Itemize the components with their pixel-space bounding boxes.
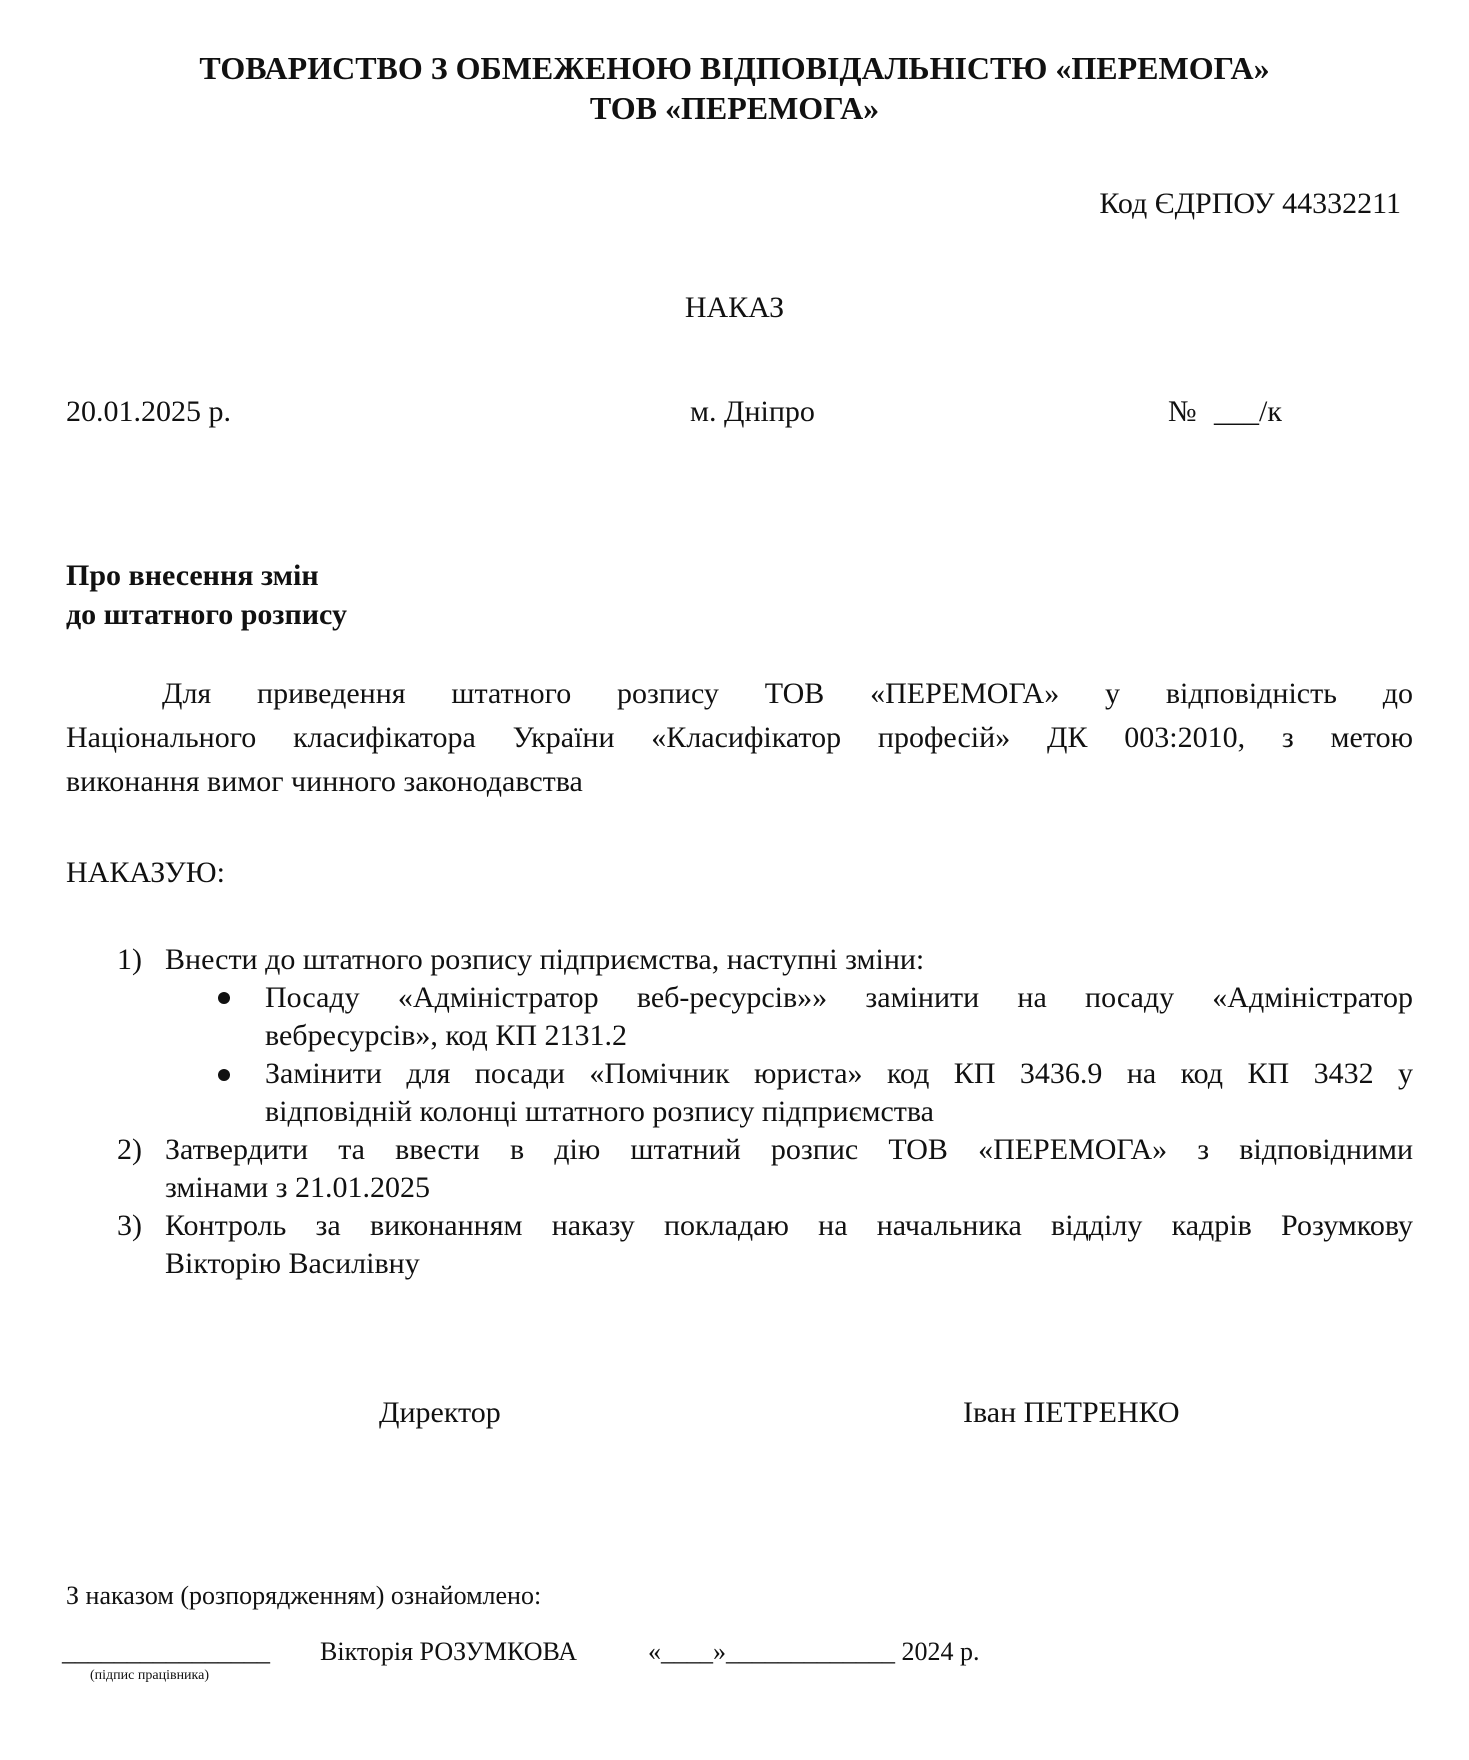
document-title: НАКАЗ xyxy=(684,291,785,324)
employee-name: Вікторія РОЗУМКОВА xyxy=(320,1637,577,1666)
bullet-2-line-1: Замінити для посади «Помічник юриста» код КП 3436.9 на код КП 3432 у xyxy=(265,1057,1413,1090)
preamble-line-2: Національного класифікатора України «Класифікатор професій» ДК 003:2010, з метою xyxy=(66,721,1413,754)
subject-line-1: Про внесення змін xyxy=(66,559,319,592)
preamble-line-3: виконання вимог чинного законодавства xyxy=(66,765,583,798)
item-1-text xyxy=(165,941,924,979)
bullet-1-line-2: вебресурсів», код КП 2131.2 xyxy=(265,1019,627,1052)
acknowledgement-label: З наказом (розпорядженням) ознайомлено: xyxy=(66,1581,542,1610)
order-word: НАКАЗУЮ: xyxy=(66,856,225,889)
signatory-position: Директор xyxy=(379,1396,501,1429)
subject-line-2: до штатного розпису xyxy=(66,598,347,631)
item-2-line-2: змінами з 21.01.2025 xyxy=(165,1171,431,1204)
item-1-number: 1) xyxy=(117,943,142,976)
bullet-2-text xyxy=(265,1055,1413,1131)
item-3-number: 3) xyxy=(117,1209,142,1242)
bullet-icon xyxy=(218,992,230,1004)
employee-signature-caption: (підпис працівника) xyxy=(90,1668,210,1683)
preamble-line-1: Для приведення штатного розпису ТОВ «ПЕРЕМОГА» у відповідність до xyxy=(162,677,1413,710)
signatory-name: Іван ПЕТРЕНКО xyxy=(963,1396,1180,1429)
item-2-text xyxy=(165,1131,1413,1207)
company-short-name: ТОВ «ПЕРЕМОГА» xyxy=(589,90,880,126)
bullet-icon xyxy=(218,1069,230,1081)
item-3-line-1: Контроль за виконанням наказу покладаю на начальника відділу кадрів Розумкову xyxy=(165,1209,1413,1242)
acknowledgement-date[interactable]: «____»_____________ 2024 р. xyxy=(648,1637,980,1666)
item-2-number: 2) xyxy=(117,1133,142,1166)
employee-signature-line[interactable]: ________________ xyxy=(62,1637,270,1666)
bullet-2-line-2: відповідній колонці штатного розпису підприємства xyxy=(265,1095,934,1128)
bullet-1-text xyxy=(265,979,1413,1055)
document-number-value: ___/к xyxy=(1214,395,1282,428)
edrpou-code: Код ЄДРПОУ 44332211 xyxy=(1099,187,1401,220)
item-3-text xyxy=(165,1207,1413,1283)
item-2-line-1: Затвердити та ввести в дію штатний розпис ТОВ «ПЕРЕМОГА» з відповідними xyxy=(165,1133,1413,1166)
bullet-1-line-1: Посаду «Адміністратор веб-ресурсів»» замінити на посаду «Адміністратор xyxy=(265,981,1413,1014)
item-3-line-2: Вікторію Василівну xyxy=(165,1247,420,1280)
document-number-label: № xyxy=(1168,395,1197,428)
company-full-name: ТОВАРИСТВО З ОБМЕЖЕНОЮ ВІДПОВІДАЛЬНІСТЮ «ПЕРЕМОГА» xyxy=(199,50,1270,86)
document-date: 20.01.2025 р. xyxy=(66,395,231,428)
item-1-line: Внести до штатного розпису підприємства, наступні зміни: xyxy=(165,943,925,976)
preamble xyxy=(66,672,1413,804)
document-city: м. Дніпро xyxy=(690,395,815,428)
